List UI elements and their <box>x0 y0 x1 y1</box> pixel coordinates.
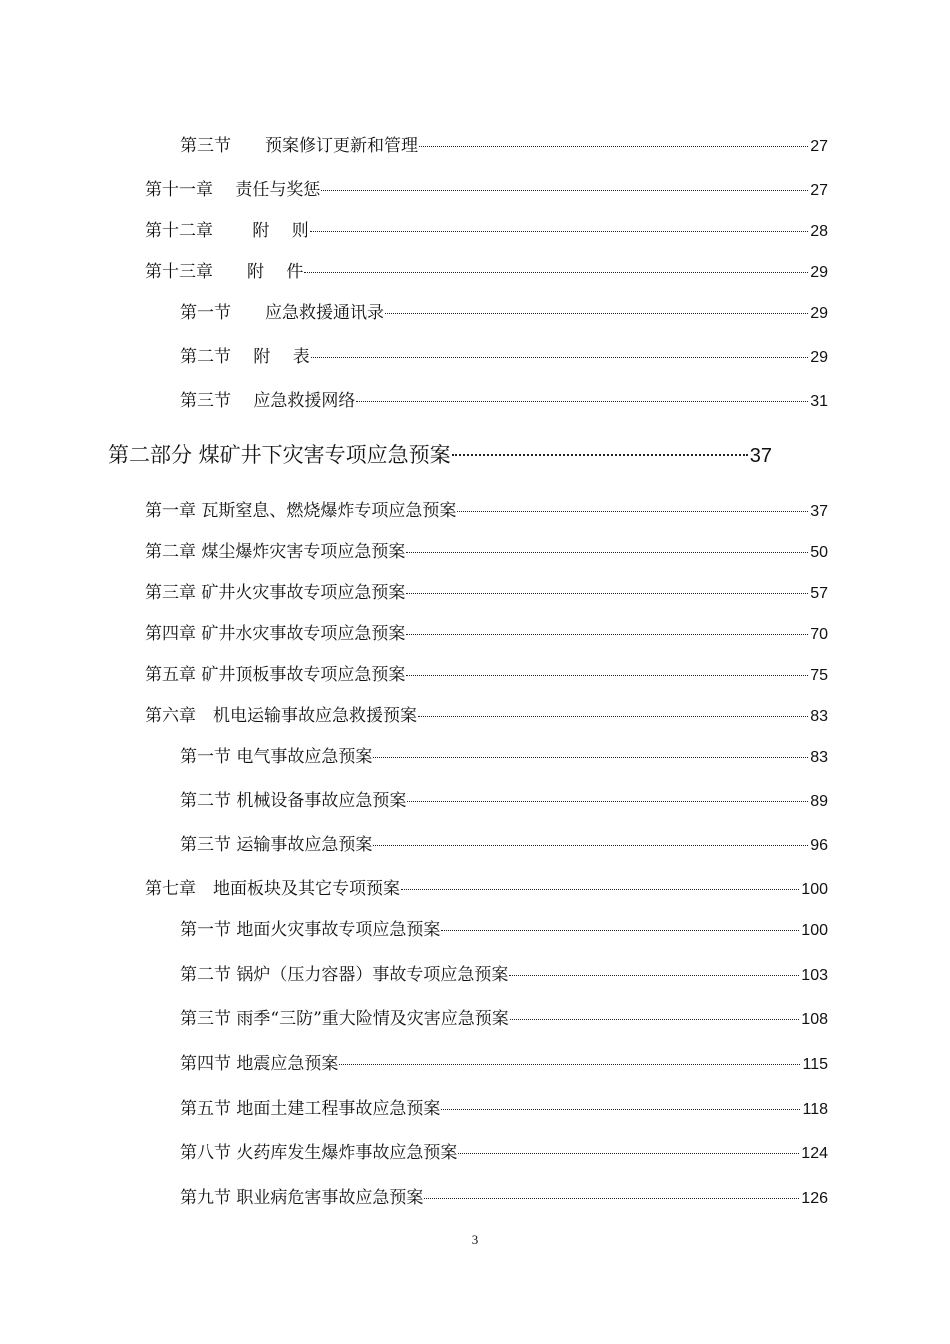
toc-leader-dots <box>441 1092 800 1114</box>
toc-entry-page: 57 <box>810 585 828 602</box>
toc-entry-label: 第九节 职业病危害事故应急预案 <box>180 1188 424 1208</box>
toc-entry-label: 第一节 电气事故应急预案 <box>180 747 373 767</box>
toc-entry-label: 第五节 地面土建工程事故应急预案 <box>180 1099 441 1119</box>
toc-entry <box>180 340 828 369</box>
toc-entry-page: 29 <box>810 305 828 322</box>
toc-entry-label: 第二章 煤尘爆炸灾害专项应急预案 <box>145 542 406 562</box>
page-number: 3 <box>471 1232 479 1247</box>
toc-leader-dots <box>321 173 808 195</box>
toc-leader-dots <box>419 129 808 151</box>
toc-entry-label: 第十二章 附 则 <box>145 221 309 241</box>
toc-part-heading <box>108 440 772 470</box>
toc-entry-label: 第二部分 煤矿井下灾害专项应急预案 <box>108 443 451 467</box>
toc-entry-label: 第三节 应急救援网络 <box>180 391 356 411</box>
toc-leader-dots <box>339 1047 800 1069</box>
toc-entry <box>180 913 828 942</box>
toc-entry-label: 第一章 瓦斯窒息、燃烧爆炸专项应急预案 <box>145 501 457 521</box>
toc-leader-dots <box>406 617 808 639</box>
toc-leader-dots <box>373 740 808 762</box>
toc-entry-label: 第二节 锅炉（压力容器）事故专项应急预案 <box>180 965 509 985</box>
toc-entry-page: 70 <box>810 626 828 643</box>
toc-leader-dots <box>510 1002 800 1024</box>
toc-leader-dots <box>457 494 808 516</box>
toc-entry-page: 108 <box>801 1011 828 1028</box>
toc-entry-page: 118 <box>802 1101 828 1118</box>
toc-entry-page: 100 <box>801 881 828 898</box>
toc-leader-dots <box>406 535 808 557</box>
toc-entry-label: 第三节 预案修订更新和管理 <box>180 136 418 156</box>
toc-leader-dots <box>452 440 748 462</box>
toc-entry-label: 第一节 地面火灾事故专项应急预案 <box>180 920 441 940</box>
toc-leader-dots <box>441 913 799 935</box>
toc-entry <box>145 699 828 728</box>
toc-entry <box>180 828 828 857</box>
toc-entry-page: 29 <box>810 264 828 281</box>
toc-leader-dots <box>406 576 808 598</box>
toc-entry <box>180 958 828 987</box>
toc-entry-page: 96 <box>810 837 828 854</box>
toc-leader-dots <box>401 872 799 894</box>
toc-entry-page: 29 <box>810 349 828 366</box>
toc-entry <box>180 129 828 158</box>
toc-leader-dots <box>310 214 808 236</box>
toc-leader-dots <box>356 384 808 406</box>
toc-entry-page: 83 <box>810 708 828 725</box>
toc-entry-page: 83 <box>810 749 828 766</box>
toc-entry <box>180 1047 828 1076</box>
toc-entry-label: 第一节 应急救援通讯录 <box>180 303 384 323</box>
toc-entry <box>145 214 828 243</box>
toc-entry-label: 第五章 矿井顶板事故专项应急预案 <box>145 665 406 685</box>
toc-entry-page: 126 <box>801 1190 828 1207</box>
toc-entry-label: 第三节 雨季“三防”重大险情及灾害应急预案 <box>180 1009 509 1029</box>
toc-entry <box>180 1181 828 1210</box>
toc-entry <box>145 535 828 564</box>
toc-entry <box>180 1002 828 1031</box>
toc-entry-page: 89 <box>810 793 828 810</box>
toc-entry-page: 75 <box>810 667 828 684</box>
toc-entry-label: 第三章 矿井火灾事故专项应急预案 <box>145 583 406 603</box>
toc-entry <box>145 255 828 284</box>
toc-entry-page: 37 <box>749 445 772 467</box>
toc-entry-page: 100 <box>801 922 828 939</box>
toc-entry-label: 第十一章 责任与奖惩 <box>145 180 321 200</box>
toc-entry-label: 第四章 矿井水灾事故专项应急预案 <box>145 624 406 644</box>
toc-entry-page: 37 <box>810 503 828 520</box>
toc-entry-label: 第四节 地震应急预案 <box>180 1054 339 1074</box>
toc-entry-page: 28 <box>810 223 828 240</box>
toc-entry-label: 第二节 机械设备事故应急预案 <box>180 791 407 811</box>
toc-entry-page: 103 <box>801 967 828 984</box>
toc-entry <box>180 784 828 813</box>
toc-entry-page: 31 <box>810 393 828 410</box>
toc-entry-page: 50 <box>810 544 828 561</box>
toc-leader-dots <box>373 828 808 850</box>
toc-entry-page: 115 <box>802 1056 828 1073</box>
toc-leader-dots <box>406 658 808 680</box>
toc-entry <box>180 296 828 325</box>
toc-entry <box>145 658 828 687</box>
toc-entry-label: 第二节 附 表 <box>180 347 310 367</box>
toc-entry <box>145 617 828 646</box>
toc-leader-dots <box>458 1136 799 1158</box>
toc-leader-dots <box>424 1181 799 1203</box>
toc-leader-dots <box>385 296 808 318</box>
toc-entry <box>145 576 828 605</box>
toc-entry-page: 27 <box>810 138 828 155</box>
toc-entry-page: 27 <box>810 182 828 199</box>
toc-entry-label: 第七章 地面板块及其它专项预案 <box>145 879 400 899</box>
toc-leader-dots <box>418 699 808 721</box>
toc-entry-page: 124 <box>801 1145 828 1162</box>
toc-entry <box>145 872 828 901</box>
toc-entry <box>180 384 828 413</box>
toc-entry <box>145 173 828 202</box>
toc-leader-dots <box>407 784 808 806</box>
toc-entry <box>145 494 828 523</box>
toc-entry-label: 第八节 火药库发生爆炸事故应急预案 <box>180 1143 458 1163</box>
toc-leader-dots <box>304 255 808 277</box>
toc-entry-label: 第十三章 附 件 <box>145 262 304 282</box>
toc-leader-dots <box>311 340 808 362</box>
toc-leader-dots <box>509 958 799 980</box>
toc-entry <box>180 1092 828 1121</box>
toc-entry-label: 第三节 运输事故应急预案 <box>180 835 373 855</box>
toc-entry-label: 第六章 机电运输事故应急救援预案 <box>145 706 417 726</box>
toc-entry <box>180 740 828 769</box>
toc-entry <box>180 1136 828 1165</box>
